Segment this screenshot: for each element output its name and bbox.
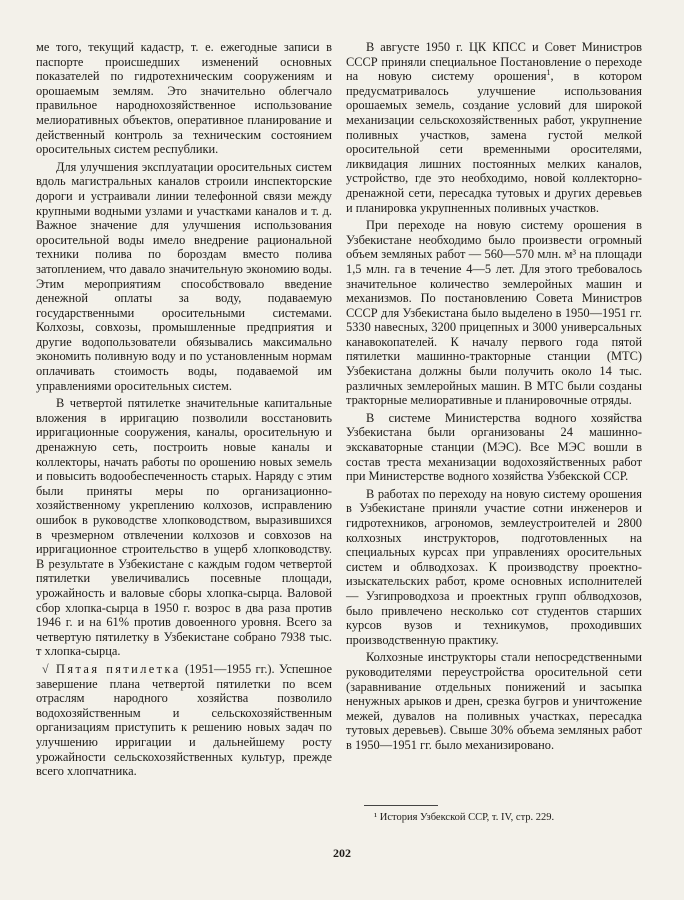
footnote-divider [364, 805, 438, 806]
left-paragraph-1: ме того, текущий кадастр, т. е. ежегодные записи в паспорте происшедших изменений основных показателей по гидротехническим сооружениям и орошаемым землям. Это значительно облегчало правильное народнохозяйственное использование мелиоративных объектов, оперативное планирование и действенный контроль за техническим состоянием оросительных систем республики. [36, 40, 332, 157]
right-paragraph-2: При переходе на новую систему орошения в Узбекистане необходимо было произвести огромный объем земляных работ — 560—570 млн. м³ на площади 1,5 млн. га в течение 4—5 лет. Для этого требовалось значительное количество землеройных машин и механизмов. По постановлению Совета Министров СССР для Узбекистана было выделено в 1950—1951 гг. 5330 навесных, 3200 прицепных и 3000 универсальных канавокопателей. К началу первого года пятой пятилетки машинно-тракторные станции (МТС) Узбекистана должны были получить около 14 тыс. различных землеройных машин. В МТС были созданы тракторные мелиоративные и планировочные отряды. [346, 218, 642, 408]
right-paragraph-5: Колхозные инструкторы стали непосредственными руководителями переустройства оросительной сети (заравнивание отдельных понижений и засыпка ненужных арыков и дрен, срезка бугров и уничтожение межей, дувалов на поливных участках, пересадка тутовых деревьев). Свыше 30% объема земляных работ в 1950—1951 гг. было механизировано. [346, 650, 642, 752]
section-heading: Пятая пятилетка [56, 661, 181, 676]
footnote: ¹ История Узбекской ССР, т. IV, стр. 229. [374, 812, 555, 823]
right-column [346, 40, 642, 753]
section-heading-years: (1951—1955 гг.). [180, 661, 275, 676]
right-paragraph-1-b: , в котором предусматривалось улучшение использования орошаемых земель, создание условий для широкой механизации сельскохозяйственных работ, укрупнение поливных участков, замена густой мелкой оросительной сети временными оросителями, ликвидация лишних постоянных мелких каналов, устройство, где это необходимо, новой коллекторно-дренажной сети, пересадка тутовых и других деревьев и планировка укрупненных поливных участков. [346, 69, 642, 215]
margin-check-mark: √ [42, 661, 49, 676]
right-paragraph-1-a: В августе 1950 г. ЦК КПСС и Совет Министров СССР приняли специальное Постановление о переходе на новую систему орошения [346, 40, 642, 84]
right-paragraph-4: В работах по переходу на новую систему орошения в Узбекистане приняли участие сотни инженеров и гидротехников, агрономов, землеустроителей и 2800 колхозных инструкторов, подготовленных на специальных курсах при управлениях оросительных систем и облводхозах. К производству проектно-изыскательских работ, кроме основных исполнителей — Узгипроводхоза и проектных групп облводхозов, было привлечено несколько сот студентов старших курсов вузов и техникумов, проходивших производственную практику. [346, 486, 642, 647]
right-paragraph-1 [346, 40, 642, 215]
left-paragraph-4 [36, 662, 332, 779]
footnote-reference: 1 [546, 68, 551, 78]
left-paragraph-4-body: Успешное завершение плана четвертой пятилетки по всем отраслям народного хозяйства позволило водохозяйственным и сельскохозяйственным организациям приступить к решению новых задач по улучшению ирригации и дальнейшему росту урожайности сельскохозяйственных культур, прежде всего хлопчатника. [36, 661, 332, 779]
left-paragraph-2: Для улучшения эксплуатации оросительных систем вдоль магистральных каналов строили инспекторские дороги и устраивали линии телефонной связи между крупными водными узлами и участками каналов и т. д. Важное значение для улучшения использования оросительной воды имело внедрение рациональной техники полива по бороздам вместо полива затоплением, что давало значительную экономию воды. Этим мероприятиям способствовало введение денежной оплаты за воду, подаваемую государственными оросительными системами. Колхозы, совхозы, промышленные предприятия и другие водопользователи обязывались максимально экономить поливную воду и по установленным нормам оплачивать стоимость воды, подаваемой им управлениями оросительных систем. [36, 159, 332, 393]
left-column [36, 40, 332, 779]
left-paragraph-3: В четвертой пятилетке значительные капитальные вложения в ирригацию позволили восстановить ирригационные сооружения, каналы, оросительную и дренажную сеть, построить новые каналы и коллекторы, начать работы по орошению новых земель и повысить водообеспеченность старых. Наряду с этим были приняты меры по организационно-хозяйственному укреплению колхозов, исправлению ошибок в руководстве хлопководством, выразившихся в чрезмерном отвлечении колхозов и совхозов на ирригационное строительство в ущерб хлопководству. В результате в Узбекистане с каждым годом четвертой пятилетки увеличивались посевные площади, урожайность и валовые сборы хлопка-сырца. Валовой сбор хлопка-сырца в 1950 г. возрос в два раза против 1946 г. и на 61% против довоенного уровня. Всего за четвертую пятилетку в Узбекистане собрано 7938 тыс. т хлопка-сырца. [36, 396, 332, 659]
right-paragraph-3: В системе Министерства водного хозяйства Узбекистана были организованы 24 машинно-экскаваторные станции (МЭС). Все МЭС вошли в состав треста механизации водохозяйственных работ при Министерстве водного хозяйства Узбекской ССР. [346, 410, 642, 484]
page-number: 202 [333, 846, 351, 860]
